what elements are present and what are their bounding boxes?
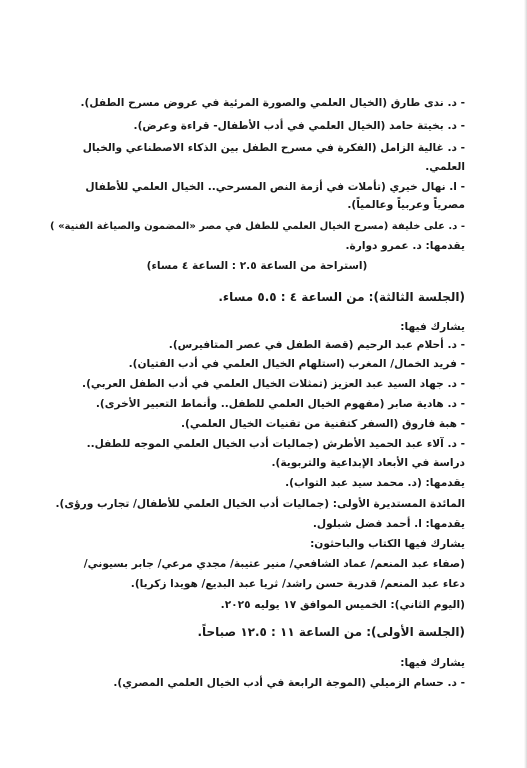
session-heading: (الجلسة الأولى): من الساعة ١١ : ١٢.٥ صباحاً.: [197, 625, 465, 639]
session-heading: (الجلسة الثالثة): من الساعة ٤ : ٥.٥ مساء.: [218, 290, 465, 304]
text-line: - د. على خليفة (مسرح الخيال العلمي للطفل في مصر «المضمون والصياغة الفنية» ): [50, 221, 465, 232]
text-line: - د. جهاد السيد عبد العزيز (تمثلات الخيال العلمي في أدب الطفل العربي).: [82, 378, 465, 390]
text-line: - د. هادية صابر (مفهوم الخيال العلمي للطفل.. وأنماط التعبير الأخرى).: [95, 398, 465, 410]
text-line: يشارك فيها:: [400, 321, 465, 333]
text-line: دراسة في الأبعاد الإبداعية والتربوية).: [271, 457, 465, 469]
text-line: يقدمها: (د. محمد سيد عبد التواب).: [285, 477, 465, 489]
text-line: - د. غالية الزامل (الفكرة في مسرح الطفل بين الذكاء الاصطناعي والخيال: [82, 142, 465, 154]
text-line: يشارك فيها الكتاب والباحثون:: [310, 538, 465, 550]
text-line: - د. بخيتة حامد (الخيال العلمي في أدب الأطفال- قراءة وعرض).: [133, 120, 465, 132]
text-line: - د. حسام الزميلي (الموجة الرابعة في أدب الخيال العلمي المصري).: [113, 677, 465, 689]
text-line: - ا. نهال خيري (تأملات في أزمة النص المسرحي.. الخيال العلمي للأطفال: [85, 181, 465, 193]
text-line: العلمي.: [425, 161, 465, 173]
text-line: (اليوم الثاني): الخميس الموافق ١٧ يوليه ٢٠٢٥.: [220, 599, 465, 611]
text-line: - د. ندى طارق (الخيال العلمي والصورة المرئية في عروض مسرح الطفل).: [80, 97, 465, 109]
text-line: دعاء عبد المنعم/ قدرية حسن راشد/ ثريا عبد البديع/ هويدا زكريا).: [130, 578, 465, 590]
text-line: يقدمها: ا. أحمد فضل شبلول.: [312, 518, 465, 530]
text-line: - فريد الخمال/ المغرب (استلهام الخيال العلمي في أدب الفتيان).: [128, 358, 465, 370]
text-line: المائدة المستديرة الأولى: (جماليات أدب الخيال العلمي للأطفال/ تجارب ورؤى).: [55, 498, 465, 510]
text-line: يقدمها: د. عمرو دوارة.: [345, 240, 465, 252]
text-line: - د. أحلام عبد الرحيم (قصة الطفل في عصر المتافيرس).: [168, 339, 465, 351]
text-line: - د. آلاء عبد الحميد الأطرش (جماليات أدب الخيال العلمي الموجه للطفل..: [86, 438, 465, 450]
text-line: - هبة فاروق (السفر كتقنية من تقنيات الخيال العلمي).: [181, 418, 465, 430]
break-note: (استراحة من الساعة ٢.٥ : الساعة ٤ مساء): [146, 260, 368, 272]
text-line: مصرياً وعربياً وعالمياً).: [347, 199, 465, 211]
text-line: يشارك فيها:: [400, 657, 465, 669]
text-line: (صفاء عبد المنعم/ عماد الشافعي/ منير عتيبة/ مجدي مرعي/ جابر بسيوني/: [83, 558, 465, 570]
